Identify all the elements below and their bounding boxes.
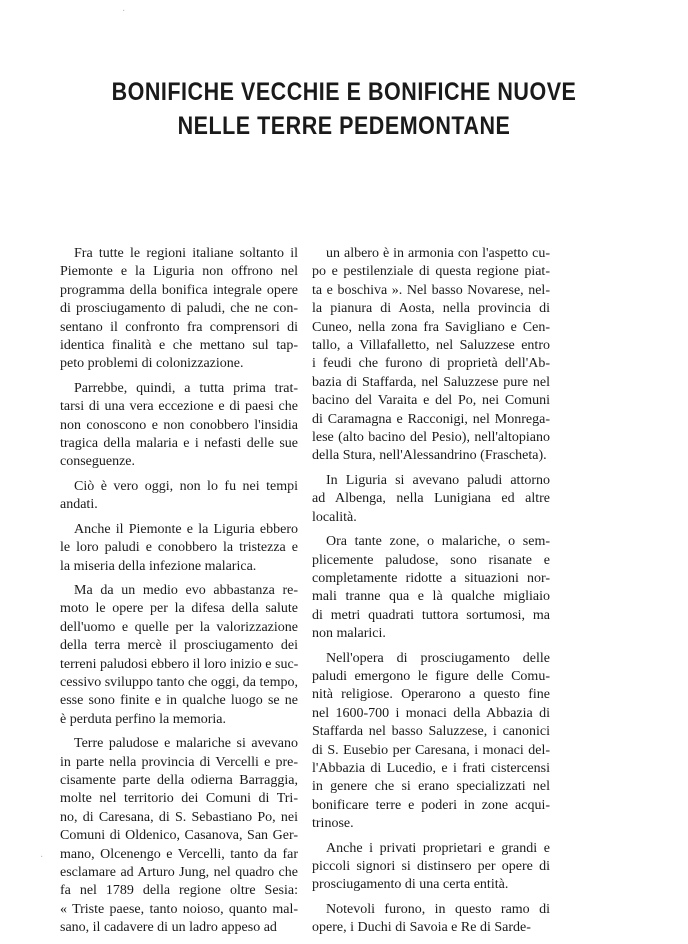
text-line: paludi emergono le figure delle Comu- (312, 668, 550, 684)
text-line: piccoli signori si distinsero per opere di (312, 859, 550, 874)
title-line-2: NELLE TERRE PEDEMONTANE (177, 111, 511, 140)
text-line: la miseria della infezione malarica. (60, 558, 257, 574)
text-line: dell'uomo e quelle per la valorizzazione (60, 619, 298, 635)
text-line: prosciugamento di una certa entità. (312, 877, 509, 893)
text-line: andati. (60, 497, 98, 513)
text-line: programma della bonifica integrale opere (60, 282, 298, 298)
text-line: della Stura, nell'Alessandrino (Frascheta). (312, 448, 547, 464)
text-line: moto le opere per la difesa della salute (60, 601, 298, 617)
paragraph (60, 735, 298, 937)
text-line: non conoscono e non conobbero l'insidia (60, 417, 298, 433)
text-line: Comuni di Oldenico, Casanova, San Ger- (60, 828, 298, 844)
text-line: della terra mercè il prosciugamento dei (60, 638, 298, 654)
text-line: tallo, a Villafalletto, nel Saluzzese entro (312, 338, 550, 354)
scan-speck: · (122, 6, 126, 17)
text-line: Anche i privati proprietari e grandi e (326, 840, 550, 856)
text-line: di prosciugamento di paludi, che ne con- (60, 301, 298, 317)
paragraph (60, 478, 298, 515)
title-line-1: BONIFICHE VECCHIE E BONIFICHE NUOVE (111, 77, 577, 106)
scan-speck: · (40, 852, 44, 863)
text-line: le loro paludi e conobbero la tristezza e (60, 540, 298, 556)
paragraph (312, 650, 550, 834)
paragraph (60, 380, 298, 472)
text-line: ta e boschiva ». Nel basso Novarese, nel- (312, 282, 550, 298)
paragraph (312, 533, 550, 643)
text-line: sentano il confronto fra comprensori di (60, 319, 298, 335)
text-line: Fra tutte le regioni italiane soltanto il (74, 246, 298, 261)
text-line: tarsi di una vera eccezione e di paesi che (60, 399, 298, 415)
paragraph (60, 521, 298, 576)
text-line: fa nel 1789 della regione oltre Sesia: (60, 883, 298, 899)
paragraph (312, 245, 550, 466)
text-line: Piemonte e la Liguria non offrono nel (60, 264, 298, 280)
text-line: ad Albenga, nella Lunigiana ed altre (312, 491, 550, 507)
paragraph (60, 245, 298, 374)
article-title (83, 75, 606, 143)
text-line: In Liguria si avevano paludi attorno (326, 472, 550, 488)
paragraph (312, 901, 550, 938)
text-line: in genere che si erano specializzati nel (312, 779, 550, 795)
text-line: terreni paludosi ebbero il loro inizio e suc- (60, 656, 299, 672)
text-line: Ma da un medio evo abbastanza re- (74, 582, 298, 598)
text-line: opere, i Duchi di Savoia e Re di Sarde- (312, 920, 531, 936)
text-line: Anche il Piemonte e la Liguria ebbero (74, 521, 298, 537)
paragraph (60, 582, 298, 729)
text-line: nel 1600-700 i monaci della Abbazia di (312, 705, 550, 721)
text-line: mali tranne qua e là qualche migliaio (312, 589, 550, 605)
text-line: Terre paludose e malariche si avevano (74, 736, 298, 752)
right-column (312, 245, 550, 944)
text-line: Ora tante zone, o malariche, o sem- (326, 534, 550, 550)
text-line: completamente ridotte a situazioni nor- (312, 570, 550, 586)
text-line: bacino del Varaita e del Po, nei Comuni (312, 393, 550, 409)
text-line: i feudi che furono di proprietà dell'Ab- (312, 356, 550, 372)
text-line: peto problemi di colonizzazione. (60, 356, 244, 372)
text-line: cessivo sviluppo tanto che oggi, da tempo, (60, 674, 298, 690)
text-line: Parrebbe, quindi, a tutta prima trat- (74, 380, 298, 396)
text-line: conseguenze. (60, 454, 136, 470)
text-line: non malarici. (312, 626, 386, 642)
text-line: la pianura di Aosta, nella provincia di (312, 301, 550, 317)
text-line: nità religiose. Operarono a questo fine (312, 687, 550, 703)
text-line: Notevoli furono, in questo ramo di (326, 901, 550, 917)
text-line: bazia di Staffarda, nel Saluzzese pure nel (312, 374, 550, 390)
text-line: cisamente parte della odierna Barraggia, (60, 772, 298, 788)
text-line: in parte nella provincia di Vercelli e pre- (60, 754, 298, 770)
text-line: bonificare terre e poderi in zone acqui- (312, 797, 550, 813)
text-line: identica finalità e che mettano sul tap- (60, 338, 298, 354)
paragraph (312, 472, 550, 527)
text-line: un albero è in armonia con l'aspetto cu- (326, 246, 550, 261)
text-line: è perduta perfino la memoria. (60, 711, 226, 727)
text-line: Staffarda nel basso Saluzzese, i canonici (312, 724, 550, 740)
left-column (60, 245, 298, 944)
text-line: di Caramagna e Racconigi, nel Monrega- (312, 411, 550, 427)
text-line: molte nel territorio dei Comuni di Tri- (60, 791, 298, 807)
paragraph (312, 840, 550, 895)
text-line: Ciò è vero oggi, non lo fu nei tempi (74, 478, 298, 494)
text-line: Nell'opera di prosciugamento delle (326, 650, 550, 666)
text-line: no, di Caresana, di S. Sebastiano Po, nei (60, 809, 298, 825)
text-line: tragica della malaria e i nefasti delle sue (60, 436, 298, 452)
text-line: esclamare ad Arturo Jung, nel quadro che (60, 865, 298, 880)
text-line: po e pestilenziale di questa regione piat- (312, 264, 550, 280)
text-line: lese (alto bacino del Pesio), nell'altopiano (312, 430, 550, 446)
text-line: mano, Olcenengo e Vercelli, tanto da far (60, 846, 298, 862)
text-line: di metri quadrati tuttora sortumosi, ma (312, 607, 550, 623)
text-line: trinose. (312, 816, 354, 832)
text-line: l'Abbazia di Lucedio, e i frati cistercensi (312, 760, 550, 776)
text-line: plicemente paludose, sono risanate e (312, 552, 550, 568)
text-line: sano, il cadavere di un ladro appeso ad (60, 920, 277, 936)
text-line: di S. Eusebio per Caresana, i monaci del- (312, 742, 550, 758)
text-line: località. (312, 509, 357, 525)
text-line: « Triste paese, tanto noioso, quanto mal- (60, 901, 298, 917)
text-line: Cuneo, nella zona fra Savigliano e Cen- (312, 319, 550, 335)
text-line: esse sono finite e in qualche luogo se ne (60, 693, 298, 709)
